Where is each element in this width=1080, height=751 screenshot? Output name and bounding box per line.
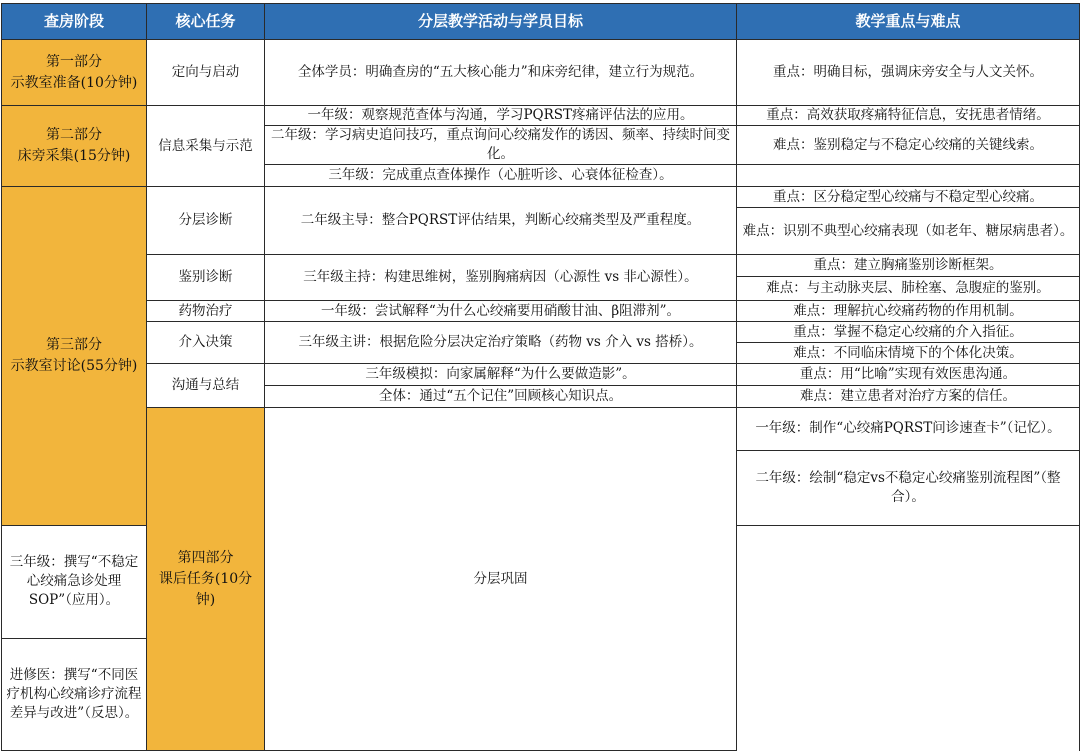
activity-intervention-decision: 三年级主讲：根据危险分层决定治疗策略（药物 vs 介入 vs 搭桥）。 [265, 322, 737, 364]
part3-inter-row-1 [2, 322, 1080, 343]
header-activities: 分层教学活动与学员目标 [265, 4, 737, 40]
stage-part3-subtitle: 示教室讨论(55分钟) [10, 358, 138, 375]
activity-year2-history: 二年级：学习病史追问技巧，重点询问心绞痛发作的诱因、频率、持续时间变化。 [265, 126, 737, 165]
activity-comm-simulation: 三年级模拟：向家属解释“为什么要做造影”。 [265, 364, 737, 386]
focus-part2-difficulty: 难点：鉴别稳定与不稳定心绞痛的关键线索。 [737, 126, 1080, 165]
stage-part4-subtitle: 课后任务(10分钟) [158, 570, 253, 608]
stage-part1-subtitle: 示教室准备(10分钟) [10, 74, 138, 91]
stage-part3 [2, 187, 147, 526]
focus-diff-difficulty: 难点：与主动脉夹层、肺栓塞、急腹症的鉴别。 [737, 277, 1080, 301]
focus-diag-difficulty: 难点：识别不典型心绞痛表现（如老年、糖尿病患者）。 [737, 208, 1080, 255]
focus-drug-difficulty: 难点：理解抗心绞痛药物的作用机制。 [737, 301, 1080, 322]
activity-orientation: 全体学员：明确查房的“五大核心能力”和床旁纪律，建立行为规范。 [265, 40, 737, 106]
task-layered-diagnosis: 分层诊断 [147, 187, 265, 255]
activity-year1-observe: 一年级：观察规范查体与沟通，学习PQRST疼痛评估法的应用。 [265, 106, 737, 126]
focus-diff-key: 重点：建立胸痛鉴别诊断框架。 [737, 255, 1080, 277]
focus-diag-key: 重点：区分稳定型心绞痛与不稳定型心绞痛。 [737, 187, 1080, 208]
focus-part2-key: 重点：高效获取疼痛特征信息，安抚患者情绪。 [737, 106, 1080, 126]
part1-row [2, 40, 1080, 106]
part4-row-1 [2, 408, 1080, 451]
stage-part1-title: 第一部分 [46, 53, 102, 70]
header-focus: 教学重点与难点 [737, 4, 1080, 40]
focus-comm-key: 重点：用“比喻”实现有效医患沟通。 [737, 364, 1080, 386]
task-differential-diagnosis: 鉴别诊断 [147, 255, 265, 301]
task-intervention-decision: 介入决策 [147, 322, 265, 364]
activity-year3-sop: 三年级：撰写“不稳定心绞痛急诊处理SOP”（应用）。 [2, 526, 147, 638]
header-core-task: 核心任务 [147, 4, 265, 40]
activity-year3-exam: 三年级：完成重点查体操作（心脏听诊、心衰体征检查）。 [265, 165, 737, 187]
header-stage: 查房阶段 [2, 4, 147, 40]
task-info-collection: 信息采集与示范 [147, 106, 265, 187]
focus-inter-difficulty: 难点：不同临床情境下的个体化决策。 [737, 343, 1080, 364]
activity-layered-diagnosis: 二年级主导：整合PQRST评估结果，判断心绞痛类型及严重程度。 [265, 187, 737, 255]
stage-part2 [2, 106, 147, 187]
task-orientation: 定向与启动 [147, 40, 265, 106]
stage-part3-title: 第三部分 [46, 337, 102, 354]
activity-year2-flowchart: 二年级：绘制“稳定vs不稳定心绞痛鉴别流程图”（整合）。 [737, 450, 1080, 526]
teaching-rounds-table [1, 3, 1080, 751]
task-communication-summary: 沟通与总结 [147, 364, 265, 408]
part3-drug-row [2, 301, 1080, 322]
stage-part1 [2, 40, 147, 106]
stage-part4-title: 第四部分 [177, 549, 234, 566]
focus-inter-key: 重点：掌握不稳定心绞痛的介入指征。 [737, 322, 1080, 343]
part2-row-1 [2, 106, 1080, 126]
stage-part2-subtitle: 床旁采集(15分钟) [17, 148, 131, 164]
focus-part2-empty [737, 165, 1080, 187]
header-row [2, 4, 1080, 40]
part3-comm-row-1 [2, 364, 1080, 386]
part3-diag-row-1 [2, 187, 1080, 208]
activity-drug-therapy: 一年级：尝试解释“为什么心绞痛要用硝酸甘油、β阻滞剂”。 [265, 301, 737, 322]
activity-year1-card: 一年级：制作“心绞痛PQRST问诊速查卡”（记忆）。 [737, 408, 1080, 451]
stage-part2-title: 第二部分 [46, 127, 102, 143]
focus-orientation: 重点：明确目标，强调床旁安全与人文关怀。 [737, 40, 1080, 106]
stage-part4 [147, 408, 265, 751]
task-layered-consolidation: 分层巩固 [265, 408, 737, 751]
activity-differential-diagnosis: 三年级主持：构建思维树，鉴别胸痛病因（心源性 vs 非心源性）。 [265, 255, 737, 301]
part3-diff-row-1 [2, 255, 1080, 277]
activity-comm-review: 全体：通过“五个记住”回顾核心知识点。 [265, 386, 737, 408]
activity-fellow-reflection: 进修医：撰写“不同医疗机构心绞痛诊疗流程差异与改进”（反思）。 [2, 638, 147, 750]
focus-comm-difficulty: 难点：建立患者对治疗方案的信任。 [737, 386, 1080, 408]
task-drug-therapy: 药物治疗 [147, 301, 265, 322]
